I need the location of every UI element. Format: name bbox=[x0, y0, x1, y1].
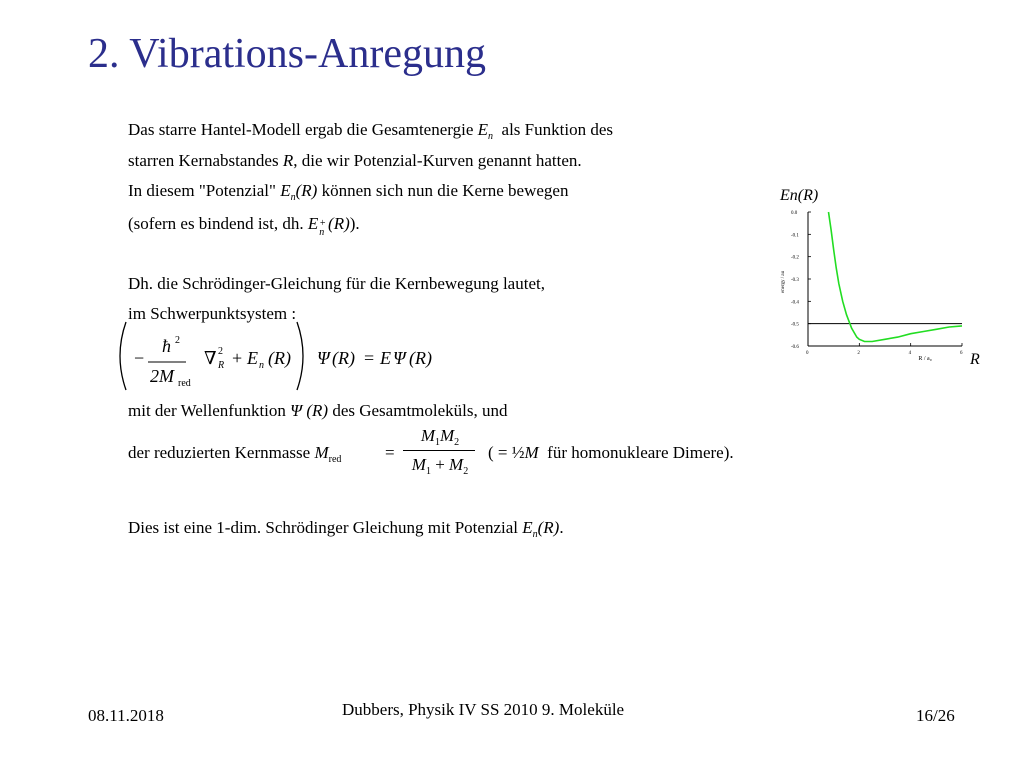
text-line-6: im Schwerpunktsystem : bbox=[128, 304, 297, 323]
chart-y-tick-label: -0.2 bbox=[791, 255, 799, 261]
eq-nabla: ∇ bbox=[204, 348, 217, 368]
mred-fraction-bar bbox=[403, 450, 475, 451]
potential-curve-svg bbox=[770, 180, 990, 380]
text-line-8: der reduzierten Kernmasse $M_{red}$ bbox=[128, 443, 342, 465]
eq-denom: 2M bbox=[150, 366, 174, 386]
text-line-3: In diesem "Potenzial" $E_n(R)$ können sich nun die Kerne bewegen bbox=[128, 181, 569, 203]
chart-x-tick-label: 6 bbox=[960, 351, 963, 356]
mred-denominator: $M_1 + M_2$ bbox=[411, 455, 469, 477]
eq-denom-red: red bbox=[178, 378, 191, 389]
chart-y-tick-label: -0.5 bbox=[791, 322, 799, 328]
eq-psi-arg: (R) bbox=[332, 348, 355, 368]
chart-ylabel: energy / au bbox=[781, 270, 786, 293]
chart-y-title: En(R) bbox=[780, 187, 819, 204]
chart-x-title: R bbox=[970, 351, 980, 368]
eq-psi-2: Ψ bbox=[393, 348, 406, 368]
text-line-1: Das starre Hantel-Modell ergab die Gesamtenergie $E_n$ als Funktion des bbox=[128, 120, 613, 142]
chart-y-tick-label: -0.4 bbox=[791, 300, 799, 306]
schroedinger-equation bbox=[112, 318, 512, 394]
eq-hbar: ħ bbox=[162, 336, 171, 356]
eq-nabla-sub: R bbox=[218, 360, 225, 371]
chart-y-tick-label: -0.3 bbox=[791, 278, 799, 283]
footer-page: 16/26 bbox=[916, 706, 955, 725]
eq-psi: Ψ bbox=[317, 348, 330, 368]
footer-date: 08.11.2018 bbox=[88, 706, 164, 725]
text-line-9: Dies ist eine 1-dim. Schrödinger Gleichung mit Potenzial $E_n(R)$. bbox=[128, 518, 564, 540]
chart-x-tick-label: 4 bbox=[908, 351, 912, 356]
eq-equals: = bbox=[364, 348, 375, 368]
eq-E: E bbox=[380, 348, 391, 368]
eq-En: E bbox=[247, 348, 258, 368]
text-line-8-remark: ( = ½M für homonukleare Dimere). bbox=[488, 443, 734, 462]
chart-x-tick-label: 2 bbox=[857, 351, 860, 356]
potential-curve-chart bbox=[770, 180, 990, 380]
eq-nabla-exp: 2 bbox=[218, 346, 223, 357]
mred-equals: = bbox=[385, 443, 395, 462]
chart-xlabel: R / a₀ bbox=[918, 356, 932, 362]
text-line-5: Dh. die Schrödinger-Gleichung für die Kernbewegung lautet, bbox=[128, 274, 545, 293]
text-line-2: starren Kernabstandes R, die wir Potenzial-Kurven genannt hatten. bbox=[128, 151, 582, 170]
text-line-4: (sofern es bindend ist, dh. E+ n (R)). bbox=[128, 214, 360, 238]
mred-numerator: $M_1M_2$ bbox=[420, 426, 460, 448]
eq-hbar-exp: 2 bbox=[175, 335, 180, 346]
text-line-7: mit der Wellenfunktion Ψ (R) des Gesamtmoleküls, und bbox=[128, 401, 508, 420]
chart-y-tick-label: -0.1 bbox=[791, 233, 799, 239]
slide-title: 2. Vibrations-Anregung bbox=[88, 31, 486, 77]
chart-y-tick-label: -0.6 bbox=[791, 345, 799, 350]
chart-series-line-0 bbox=[829, 212, 963, 342]
footer-center: Dubbers, Physik IV SS 2010 9. Moleküle bbox=[342, 700, 625, 719]
eq-En-sub: n bbox=[259, 360, 264, 371]
chart-y-tick-label: 0.0 bbox=[791, 211, 798, 216]
eq-minus: − bbox=[134, 348, 145, 368]
eq-plus: + bbox=[232, 348, 243, 368]
eq-psi-2-arg: (R) bbox=[409, 348, 432, 368]
chart-x-tick-label: 0 bbox=[806, 351, 809, 356]
eq-En-arg: (R) bbox=[268, 348, 291, 368]
